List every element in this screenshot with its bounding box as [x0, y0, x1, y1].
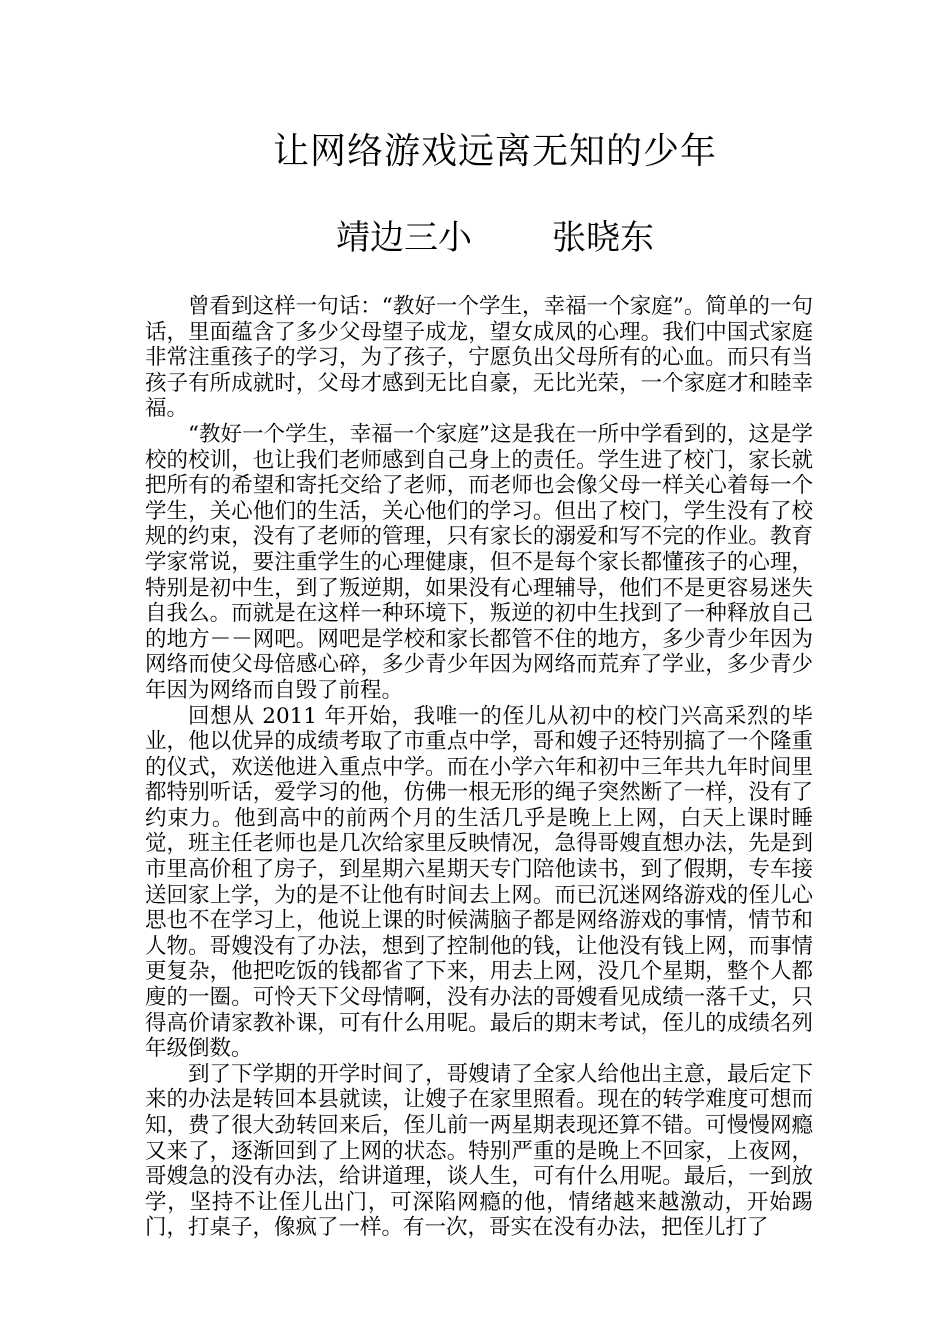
byline [0, 214, 950, 262]
article-body [145, 294, 813, 1241]
paragraph: 回想从 2011 年开始，我唯一的侄儿从初中的校门兴高采烈的毕业，他以优异的成绩考取了市重点中学，哥和嫂子还特别搞了一个隆重的仪式，欢送他进入重点中学。而在小学六年和初中三年共九年时间里都特别听话，爱学习的他，仿佛一根无形的绳子突然断了一样，没有了约束力。他到高中的前两个月的生活几乎是晚上上网，白天上课时睡觉，班主任老师也是几次给家里反映情况，急得哥嫂直想办法，先是到市里高价租了房子，到星期六星期天专门陪他读书，到了假期，专车接送回家上学，为的是不让他有时间去上网。而已沉迷网络游戏的侄儿心思也不在学习上，他说上课的时候满脑子都是网络游戏的事情，情节和人物。哥嫂没有了办法，想到了控制他的钱，让他没有钱上网，而事情更复杂，他把吃饭的钱都省了下来，用去上网，没几个星期，整个人都廋的一圈。可怜天下父母情啊，没有办法的哥嫂看见成绩一落千丈，只得高价请家教补课，可有什么用呢。最后的期末考试，侄儿的成绩名列年级倒数。 [145, 703, 813, 1062]
paragraph: “教好一个学生，幸福一个家庭”这是我在一所中学看到的，这是学校的校训，也让我们老师感到自己身上的责任。学生进了校门，家长就把所有的希望和寄托交给了老师，而老师也会像父母一样关心着每一个学生，关心他们的生活，关心他们的学习。但出了校门，学生没有了校规的约束，没有了老师的管理，只有家长的溺爱和写不完的作业。教育学家常说，要注重学生的心理健康，但不是每个家长都懂孩子的心理，特别是初中生，到了叛逆期，如果没有心理辅导，他们不是更容易迷失自我么。而就是在这样一种环境下，叛逆的初中生找到了一种释放自己的地方－－网吧。网吧是学校和家长都管不住的地方，多少青少年因为网络而使父母倍感心碎，多少青少年因为网络而荒弃了学业，多少青少年因为网络而自毁了前程。 [145, 421, 813, 703]
document-title: 让网络游戏远离无知的少年 [272, 131, 717, 172]
byline-school: 靖边三小 [336, 218, 472, 258]
paragraph: 到了下学期的开学时间了，哥嫂请了全家人给他出主意，最后定下来的办法是转回本县就读，让嫂子在家里照看。现在的转学难度可想而知，费了很大劲转回来后，侄儿前一两星期表现还算不错。可慢慢网瘾又来了，逐渐回到了上网的状态。特别严重的是晚上不回家，上夜网，哥嫂急的没有办法，给讲道理，谈人生，可有什么用呢。最后，一到放学，坚持不让侄儿出门，可深陷网瘾的他，情绪越来越激动，开始踢门，打桌子，像疯了一样。有一次，哥实在没有办法，把侄儿打了 [145, 1061, 813, 1241]
paragraph: 曾看到这样一句话：“教好一个学生，幸福一个家庭”。简单的一句话，里面蕴含了多少父母望子成龙，望女成凤的心理。我们中国式家庭非常注重孩子的学习，为了孩子，宁愿负出父母所有的心血。而只有当孩子有所成就时，父母才感到无比自豪，无比光荣，一个家庭才和睦幸福。 [145, 294, 813, 422]
byline-author: 张晓东 [552, 218, 654, 258]
